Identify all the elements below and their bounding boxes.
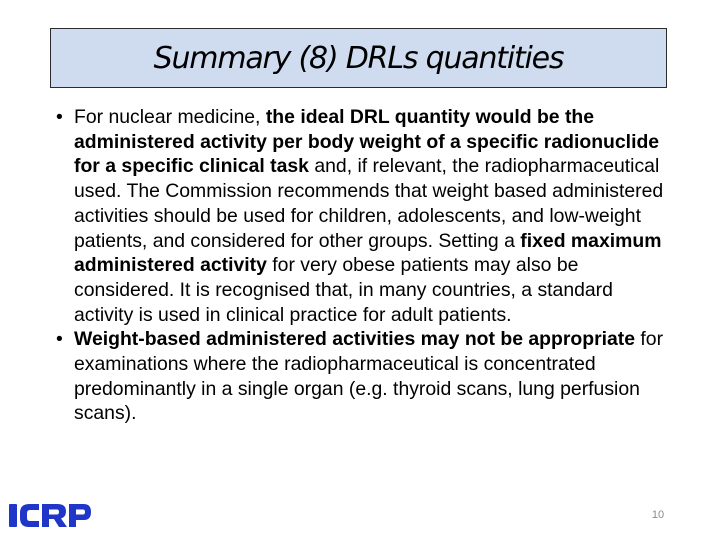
slide-title: Summary (8) DRLs quantities <box>153 40 564 76</box>
title-box <box>50 28 667 88</box>
bullet-text-bold-segment: the ideal DRL quantity would be the administered activity per body weight of a specific radionuclide for a specific clinical task <box>74 106 660 178</box>
bullet-item-weight-based <box>56 327 676 426</box>
icrp-logo <box>8 500 92 530</box>
bullet-text-segment: and, if relevant, the radiopharmaceutical used. The Commission recommends that weight based administered activities should be used for children, adolescents, and low-weight patients, and considered for other groups. Setting a <box>74 155 664 252</box>
bullet-text-segment: for examinations where the radiopharmaceutical is concentrated predominantly in a single organ (e.g. thyroid scans, lung perfusion scans). <box>74 328 664 425</box>
bullet-text-segment: For nuclear medicine, <box>74 106 266 128</box>
logo-letter-p <box>69 504 91 527</box>
bullet-text-segment: for very obese patients may also be considered. It is recognised that, in many countries, a standard activity is used in clinical practice for adult patients. <box>74 254 613 326</box>
logo-letter-c <box>20 504 39 527</box>
bullet-item-nuclear-medicine <box>56 105 676 327</box>
bullet-marker: • <box>56 106 63 128</box>
logo-letter-i <box>9 504 17 527</box>
bullet-text <box>74 328 663 424</box>
page-number: 10 <box>651 509 665 521</box>
bullet-text-bold-segment: Weight-based administered activities may not be appropriate <box>74 328 636 351</box>
logo-letter-r <box>42 504 67 527</box>
bullet-marker: • <box>56 328 63 351</box>
bullet-text <box>74 106 663 326</box>
bullet-text-bold-segment: fixed maximum administered activity <box>74 229 662 277</box>
bullet-list <box>56 105 676 426</box>
